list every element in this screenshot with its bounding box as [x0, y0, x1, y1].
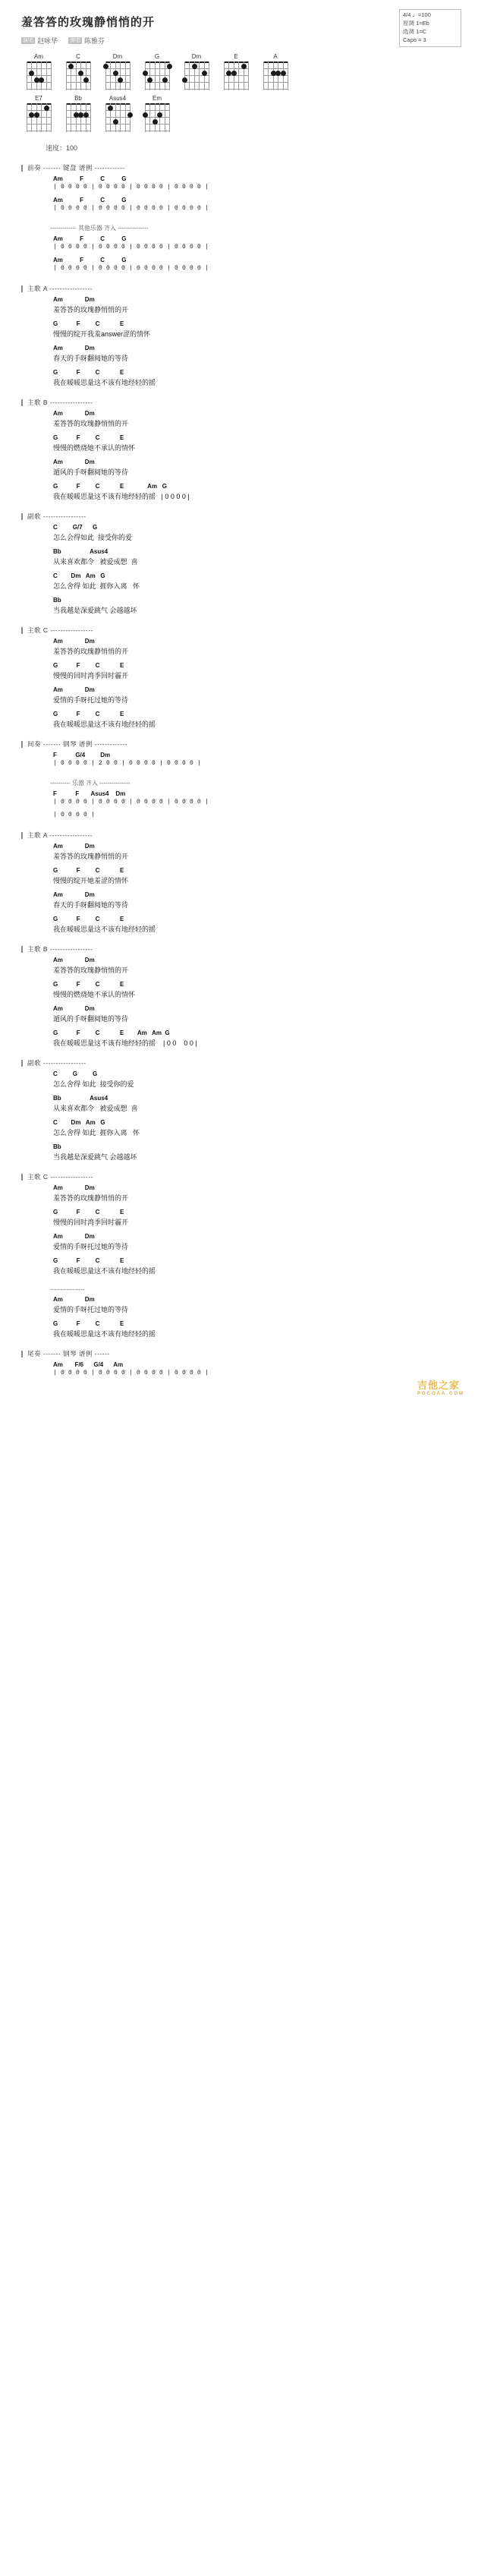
- section-title: 主歌 B -----------------: [27, 945, 93, 953]
- meta-line-0: 4/4 ♩=100: [403, 11, 431, 18]
- lyric-line: 慢慢的燃烧她不承认的情怀: [53, 444, 136, 452]
- lyric-line: 怎么会得如此 接受你的爱: [53, 534, 133, 541]
- song-section: [21, 944, 478, 1048]
- chord-name: Em: [153, 95, 162, 102]
- string-line: [51, 103, 52, 132]
- chord-diagram: [100, 53, 135, 90]
- watermark-main: 吉他之家: [417, 1379, 461, 1391]
- string-line: [130, 61, 131, 90]
- song-section: [21, 779, 478, 820]
- fret-line: [105, 68, 130, 69]
- section-body: [53, 296, 478, 387]
- rhythm-tab-line: | 0 0 0 0 | 0 0 0 0 | 0 0 0 0 | 0 0 0 0 |: [53, 265, 209, 272]
- string-line: [120, 103, 121, 132]
- chord-diagram: [61, 53, 96, 90]
- fret-line: [27, 89, 51, 90]
- fret-line: [263, 89, 288, 90]
- chord-line: Am Dm: [53, 1005, 95, 1012]
- section-title: 主歌 B -----------------: [27, 399, 93, 406]
- section-title: 副歌 -----------------: [27, 1059, 86, 1067]
- lyric-line: 我在暖暖思量这不该有地经轻的摇: [53, 1267, 156, 1275]
- nut-line: [184, 61, 209, 63]
- song-section: [21, 512, 478, 615]
- chord-line: F G/4 Dm: [53, 752, 111, 758]
- string-line: [105, 103, 106, 132]
- chord-line: G F C E: [53, 867, 124, 874]
- song-section: [21, 626, 478, 729]
- chord-diagram: [140, 53, 175, 90]
- fret-line: [145, 124, 169, 125]
- finger-dot: [281, 71, 286, 76]
- section-body: [53, 235, 478, 273]
- lyric-line: 春天的手呀翻阅她的等待: [53, 901, 129, 909]
- chord-grid: [260, 61, 291, 90]
- fret-line: [263, 68, 288, 69]
- chord-line: Am Dm: [53, 686, 95, 693]
- song-section: [21, 1286, 478, 1338]
- chord-line: G F C E: [53, 662, 124, 669]
- finger-dot: [182, 77, 187, 83]
- nut-line: [105, 61, 130, 63]
- chord-line: G F C E: [53, 711, 124, 717]
- chord-line: Am Dm: [53, 1184, 95, 1191]
- chord-diagram: [21, 53, 56, 90]
- chord-line: Am Dm: [53, 843, 95, 850]
- section-body: [53, 843, 478, 934]
- string-line: [125, 61, 126, 90]
- section-divider-text: ------------- 其他乐器 齐入 ---------------: [50, 225, 149, 232]
- lyric-line: 慢慢的燃烧她不承认的情怀: [53, 991, 136, 998]
- string-line: [159, 61, 160, 90]
- chord-grid: [24, 103, 54, 132]
- chord-line: Am Dm: [53, 296, 95, 303]
- section-body: [53, 752, 478, 768]
- finger-dot: [231, 71, 237, 76]
- section-body: [53, 410, 478, 501]
- finger-dot: [202, 71, 207, 76]
- tempo-label: 速度：100: [46, 144, 78, 152]
- fret-line: [66, 89, 90, 90]
- chord-line: Am Dm: [53, 410, 95, 417]
- chord-diagram: [100, 95, 135, 132]
- page-title: 羞答答的玫瑰静悄悄的开: [21, 16, 156, 29]
- nut-line: [66, 103, 90, 105]
- lyric-line: 羞答答的玫瑰静悄悄的开: [53, 1194, 129, 1202]
- rhythm-tab-line: | 0 0 0 0 | 2 0 0 | 0 0 0 0 | 0 0 0 0 |: [53, 760, 202, 767]
- song-section: [21, 739, 478, 768]
- song-section: [21, 284, 478, 387]
- fret-line: [27, 68, 51, 69]
- chord-grid: [142, 103, 172, 132]
- nut-line: [224, 61, 248, 63]
- lyric-line: 我在暖暖思量这不该有地经轻的摇: [53, 1330, 156, 1338]
- chord-name: E7: [35, 95, 42, 102]
- nut-line: [145, 103, 169, 105]
- lyric-line: 慢慢的回时湾季回时霾开: [53, 672, 129, 679]
- string-line: [149, 103, 150, 132]
- section-body: [53, 1361, 478, 1378]
- chord-diagrams-row-1: [21, 53, 478, 90]
- fret-line: [105, 117, 130, 118]
- finger-dot: [167, 64, 172, 69]
- fret-line: [66, 110, 90, 111]
- song-section: [21, 831, 478, 934]
- credit-player-tag: 弹唱: [70, 38, 81, 43]
- fret-line: [27, 82, 51, 83]
- rhythm-tab-line: | 0 0 0 0 | 0 0 0 0 | 0 0 0 0 | 0 0 0 0 |: [53, 205, 209, 212]
- section-title: 主歌 C -----------------: [27, 1173, 93, 1181]
- string-line: [115, 103, 116, 132]
- rhythm-tab-line: | 0 0 0 0 | 0 0 0 0 | 0 0 0 0 | 0 0 0 0 |: [53, 1370, 209, 1376]
- string-line: [41, 61, 42, 90]
- section-title: 间奏 ------- 钢琴 谱例 -------------: [27, 740, 128, 748]
- string-line: [41, 103, 42, 132]
- section-body: [53, 790, 478, 820]
- string-line: [76, 103, 77, 132]
- finger-dot: [192, 64, 197, 69]
- lyric-line: 遁风的手呀翻阅她的等待: [53, 1015, 129, 1023]
- credit-singer-name: 赵咏华: [37, 37, 58, 45]
- watermark: [417, 1377, 464, 1396]
- fret-line: [184, 68, 209, 69]
- string-line: [80, 61, 81, 90]
- fret-line: [145, 89, 169, 90]
- chord-line: G F C E: [53, 1320, 124, 1327]
- section-divider-text: -----------------: [50, 1286, 85, 1293]
- chord-line: G F C E: [53, 1209, 124, 1215]
- string-line: [204, 61, 205, 90]
- string-line: [149, 61, 150, 90]
- string-line: [66, 61, 67, 90]
- section-body: [53, 957, 478, 1048]
- fret-line: [224, 82, 248, 83]
- nut-line: [145, 61, 169, 63]
- rhythm-tab-line: | 0 0 0 0 | 0 0 0 0 | 0 0 0 0 | 0 0 0 0 |: [53, 184, 209, 191]
- lyric-line: 遁风的手呀翻阅她的等待: [53, 468, 129, 476]
- lyric-line: 慢慢的绽开她羞涩的情怀: [53, 877, 129, 884]
- string-line: [115, 61, 116, 90]
- finger-dot: [153, 119, 158, 125]
- lyric-line: 怎么舍得 如此 捱你入离 怀: [53, 1129, 140, 1137]
- lyric-line: 慢慢的回时湾季回时霾开: [53, 1219, 129, 1226]
- chord-name: Bb: [74, 95, 82, 102]
- finger-dot: [241, 64, 247, 69]
- chord-line: Bb: [53, 597, 61, 604]
- string-line: [31, 103, 32, 132]
- chord-grid: [63, 103, 93, 132]
- lyric-line: 羞答答的玫瑰静悄悄的开: [53, 420, 129, 427]
- sections-container: [0, 163, 478, 1378]
- string-line: [51, 61, 52, 90]
- string-line: [283, 61, 284, 90]
- string-line: [46, 61, 47, 90]
- chord-line: Am Dm: [53, 345, 95, 352]
- section-body: [53, 1184, 478, 1275]
- lyric-line: 当我越是深爱跳气 会越越坏: [53, 1153, 137, 1161]
- string-line: [184, 61, 185, 90]
- chord-line: Am Dm: [53, 459, 95, 465]
- chord-name: Asus4: [108, 95, 127, 102]
- chord-line: G F C E Am Am G: [53, 1029, 170, 1036]
- chord-line: Am Dm: [53, 957, 95, 963]
- finger-dot: [103, 64, 108, 69]
- chord-grid: [63, 61, 93, 90]
- chord-line: Am Dm: [53, 1233, 95, 1240]
- finger-dot: [113, 119, 118, 125]
- string-line: [169, 103, 170, 132]
- chord-grid: [102, 61, 133, 90]
- string-line: [263, 61, 264, 90]
- section-title: 主歌 A -----------------: [27, 285, 93, 292]
- credit-player: [68, 36, 105, 46]
- chord-line: Am F C G: [53, 235, 127, 242]
- chord-line: G F C E: [53, 369, 124, 376]
- section-body: [53, 175, 478, 213]
- song-section: [21, 398, 478, 501]
- string-line: [130, 103, 131, 132]
- string-line: [125, 103, 126, 132]
- string-line: [145, 61, 146, 90]
- section-title: 副歌 -----------------: [27, 512, 86, 520]
- nut-line: [263, 61, 288, 63]
- chord-diagram: [61, 95, 96, 132]
- section-body: [53, 1296, 478, 1338]
- chord-line: G F C E: [53, 916, 124, 922]
- finger-dot: [83, 77, 89, 83]
- fret-line: [145, 117, 169, 118]
- chord-diagram: [179, 53, 214, 90]
- lyric-line: 从来喜欢都令 被爱成想 喜: [53, 1105, 138, 1112]
- finger-dot: [83, 112, 89, 118]
- string-line: [228, 61, 229, 90]
- string-line: [159, 103, 160, 132]
- chord-diagram: [140, 95, 175, 132]
- string-line: [155, 61, 156, 90]
- fret-line: [145, 68, 169, 69]
- rhythm-tab-line: | 0 0 0 0 |: [53, 812, 96, 818]
- string-line: [80, 103, 81, 132]
- lyric-line: 怎么舍得 如此 接受你的爱: [53, 1080, 134, 1088]
- chord-line: G F C E Am G: [53, 483, 167, 490]
- song-section: [21, 1058, 478, 1162]
- lyric-line: 我在暖暖思量这不该有地经轻的摇: [53, 379, 156, 386]
- chord-name: G: [154, 53, 160, 60]
- string-line: [90, 61, 91, 90]
- chord-name: C: [76, 53, 80, 60]
- chord-diagram: [219, 53, 253, 90]
- song-section: [21, 1349, 478, 1378]
- finger-dot: [44, 106, 49, 111]
- lyric-line: 慢慢的绽开我羞answer涩的情怀: [53, 330, 151, 338]
- chord-name: E: [234, 53, 238, 60]
- rhythm-tab-line: | 0 0 0 0 | 0 0 0 0 | 0 0 0 0 | 0 0 0 0 |: [53, 799, 209, 806]
- lyric-line: 当我越是深爱跳气 会越越坏: [53, 607, 137, 614]
- section-body: [53, 524, 478, 615]
- fret-line: [105, 82, 130, 83]
- string-line: [90, 103, 91, 132]
- string-line: [273, 61, 274, 90]
- chord-line: C G G: [53, 1070, 98, 1077]
- chord-grid: [102, 103, 133, 132]
- chord-name: A: [273, 53, 278, 60]
- credit-singer-tag: 演唱: [23, 38, 33, 43]
- fret-line: [224, 89, 248, 90]
- string-line: [76, 61, 77, 90]
- lyric-line: 我在暖暖思量这不该有地经轻的摇 | 0 0 0 0 |: [53, 493, 190, 500]
- chord-line: Bb Asus4: [53, 548, 108, 555]
- fret-line: [66, 124, 90, 125]
- string-line: [145, 103, 146, 132]
- lyric-line: 春天的手呀翻阅她的等待: [53, 355, 129, 362]
- section-title: 尾奏 ------- 钢琴 谱例 ------: [27, 1350, 110, 1357]
- string-line: [199, 61, 200, 90]
- chord-name: Am: [34, 53, 43, 60]
- fret-line: [105, 75, 130, 76]
- string-line: [66, 103, 67, 132]
- nut-line: [105, 103, 130, 105]
- lyric-line: 羞答答的玫瑰静悄悄的开: [53, 306, 129, 314]
- chord-line: Am F C G: [53, 197, 127, 203]
- chord-line: Am F C G: [53, 257, 127, 263]
- fret-line: [145, 75, 169, 76]
- finger-dot: [143, 112, 148, 118]
- finger-dot: [162, 77, 168, 83]
- lyric-line: 我在暖暖思量这不该有地经轻的摇: [53, 925, 156, 933]
- song-section: [21, 1172, 478, 1275]
- chord-grid: [181, 61, 212, 90]
- lyric-line: 我在暖暖思量这不该有地经轻的摇 | 0 0 0 0 |: [53, 1039, 197, 1047]
- string-line: [238, 61, 239, 90]
- chord-name: Dm: [112, 53, 123, 60]
- lyric-line: 怎么舍得 如此 捱你入离 怀: [53, 582, 140, 590]
- chord-line: G F C E: [53, 1257, 124, 1264]
- watermark-sub: POCOAA.COM: [417, 1392, 464, 1396]
- chord-grid: [221, 61, 251, 90]
- fret-line: [145, 110, 169, 111]
- meta-line-1: 原调 1=Eb: [403, 19, 429, 27]
- finger-dot: [143, 71, 148, 76]
- chord-line: Am Dm: [53, 891, 95, 898]
- finger-dot: [34, 112, 39, 118]
- chord-line: G F C E: [53, 320, 124, 327]
- credit-singer: [21, 36, 58, 46]
- meta-line-3: Capo = 3: [403, 36, 426, 43]
- section-title: 主歌 C -----------------: [27, 626, 93, 634]
- chord-line: Am F/6 G/4 Am: [53, 1361, 124, 1368]
- string-line: [36, 61, 37, 90]
- lyric-line: 我在暖暖思量这不该有地经轻的摇: [53, 720, 156, 728]
- section-body: [53, 1070, 478, 1162]
- chord-line: C Dm Am G: [53, 572, 105, 579]
- string-line: [120, 61, 121, 90]
- chord-line: Bb Asus4: [53, 1095, 108, 1102]
- chord-grid: [24, 61, 54, 90]
- string-line: [31, 61, 32, 90]
- section-body: [53, 638, 478, 729]
- lyric-line: 爱情的手呀托过她的等待: [53, 1243, 129, 1250]
- section-title: 主歌 A -----------------: [27, 831, 93, 839]
- lyric-line: 爱情的手呀托过她的等待: [53, 696, 129, 704]
- fret-line: [263, 82, 288, 83]
- fret-line: [66, 75, 90, 76]
- fret-line: [184, 89, 209, 90]
- chord-line: Bb: [53, 1143, 61, 1150]
- string-line: [224, 61, 225, 90]
- chord-line: Am Dm: [53, 638, 95, 645]
- string-line: [110, 61, 111, 90]
- chord-line: G F C E: [53, 434, 124, 441]
- chord-diagrams-row-2: [21, 95, 478, 132]
- chord-line: Am F C G: [53, 175, 127, 182]
- finger-dot: [127, 112, 133, 118]
- song-section: [21, 224, 478, 273]
- chord-diagram: [258, 53, 293, 90]
- chord-line: C Dm Am G: [53, 1119, 105, 1126]
- finger-dot: [113, 71, 118, 76]
- section-title: 前奏 ------- 键盘 谱例 ------------: [27, 164, 125, 172]
- string-line: [189, 61, 190, 90]
- key-capo-meta: [399, 9, 461, 47]
- chord-diagram: [21, 95, 56, 132]
- song-section: [21, 163, 478, 213]
- rhythm-tab-line: | 0 0 0 0 | 0 0 0 0 | 0 0 0 0 | 0 0 0 0 |: [53, 244, 209, 251]
- chord-line: C G/7 G: [53, 524, 98, 531]
- fret-line: [27, 124, 51, 125]
- lyric-line: 羞答答的玫瑰静悄悄的开: [53, 966, 129, 974]
- lyric-line: 羞答答的玫瑰静悄悄的开: [53, 648, 129, 655]
- lyric-line: 从来喜欢都令 被爱成想 喜: [53, 558, 138, 566]
- nut-line: [66, 61, 90, 63]
- chord-line: F F Asus4 Dm: [53, 790, 126, 797]
- chord-line: G F C E: [53, 981, 124, 988]
- credit-player-name: 陈雅芬: [84, 37, 105, 45]
- chord-grid: [142, 61, 172, 90]
- meta-line-2: 选调 1=C: [403, 27, 427, 35]
- fret-line: [105, 89, 130, 90]
- chord-name: Dm: [191, 53, 202, 60]
- nut-line: [27, 103, 51, 105]
- string-line: [36, 103, 37, 132]
- lyric-line: 羞答答的玫瑰静悄悄的开: [53, 853, 129, 860]
- section-divider-text: ---------- 乐器 齐入 ---------------: [50, 780, 131, 787]
- nut-line: [27, 61, 51, 63]
- string-line: [155, 103, 156, 132]
- string-line: [268, 61, 269, 90]
- string-line: [248, 61, 249, 90]
- fret-line: [184, 82, 209, 83]
- fret-line: [105, 124, 130, 125]
- chord-line: Am Dm: [53, 1296, 95, 1303]
- lyric-line: 爱情的手呀托过她的等待: [53, 1306, 129, 1313]
